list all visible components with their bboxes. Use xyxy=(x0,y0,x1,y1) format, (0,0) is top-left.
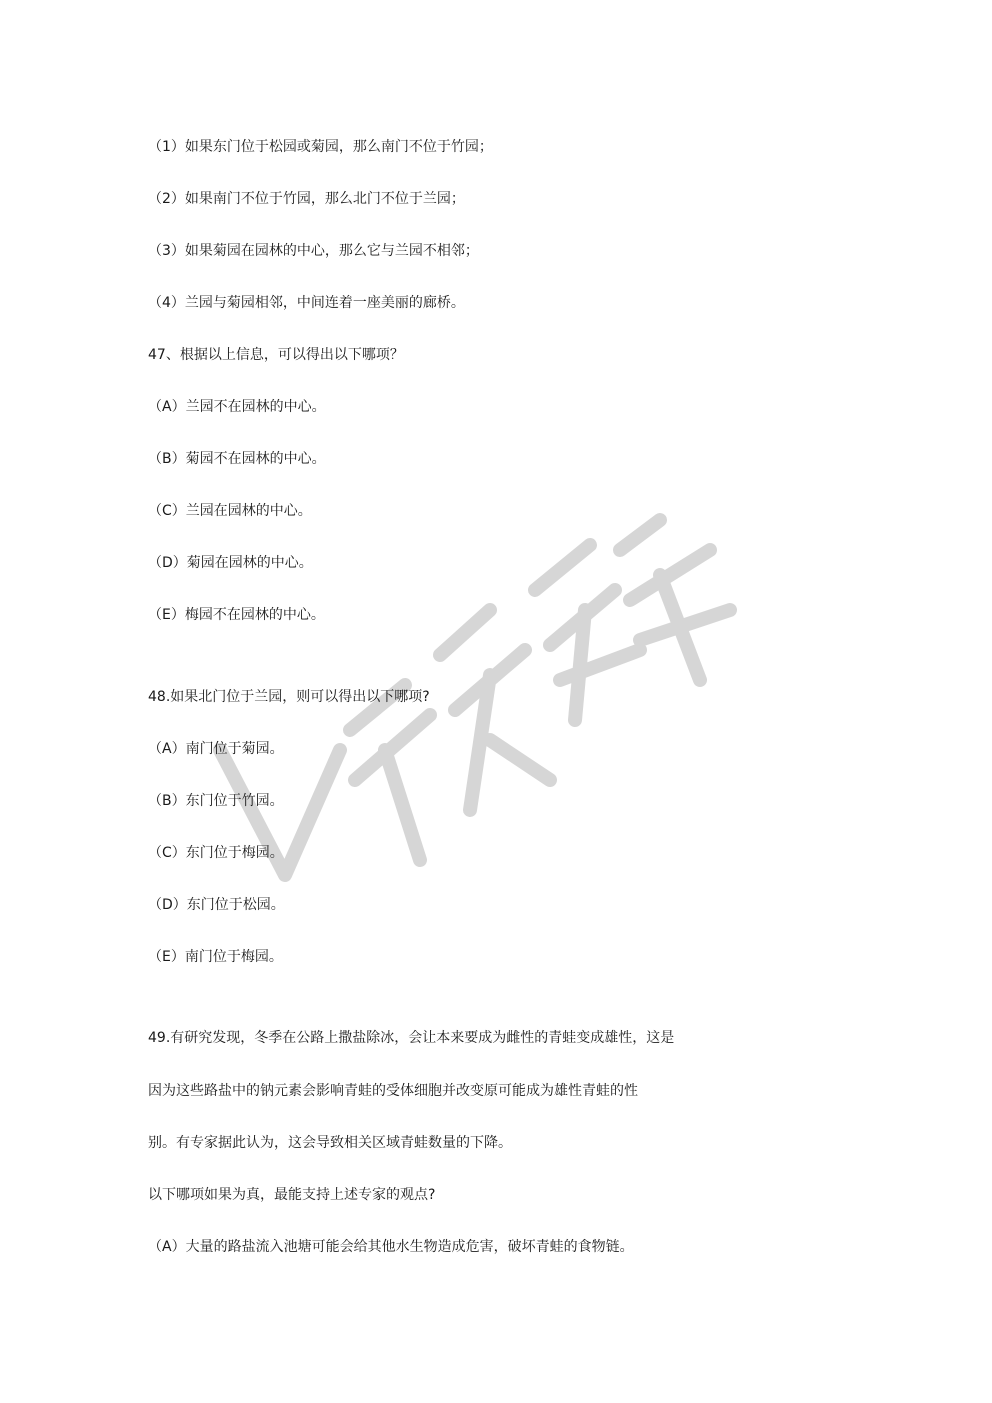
q49-stem-line-2: 因为这些路盐中的钠元素会影响青蛙的受体细胞并改变原可能成为雄性青蛙的性 xyxy=(148,1083,638,1099)
q48-option-e: （E）南门位于梅园。 xyxy=(148,949,283,965)
q49-option-a: （A）大量的路盐流入池塘可能会给其他水生物造成危害，破坏青蛙的食物链。 xyxy=(148,1239,634,1255)
q47-option-a: （A）兰园不在园林的中心。 xyxy=(148,399,326,415)
q48-option-a: （A）南门位于菊园。 xyxy=(148,741,284,757)
condition-3: （3）如果菊园在园林的中心，那么它与兰园不相邻； xyxy=(148,243,479,259)
q47-option-d: （D）菊园在园林的中心。 xyxy=(148,555,313,571)
condition-2: （2）如果南门不位于竹园，那么北门不位于兰园； xyxy=(148,191,465,207)
question-48: 48.如果北门位于兰园，则可以得出以下哪项? xyxy=(148,689,430,705)
q47-option-e: （E）梅园不在园林的中心。 xyxy=(148,607,325,623)
q48-option-d: （D）东门位于松园。 xyxy=(148,897,285,913)
q47-option-b: （B）菊园不在园林的中心。 xyxy=(148,451,326,467)
question-49: 以下哪项如果为真，最能支持上述专家的观点? xyxy=(148,1187,436,1203)
question-47: 47、根据以上信息，可以得出以下哪项？ xyxy=(148,347,404,363)
q49-stem-line-3: 别。有专家据此认为，这会导致相关区域青蛙数量的下降。 xyxy=(148,1135,512,1151)
q47-option-c: （C）兰园在园林的中心。 xyxy=(148,503,312,519)
q48-option-b: （B）东门位于竹园。 xyxy=(148,793,284,809)
q48-option-c: （C）东门位于梅园。 xyxy=(148,845,284,861)
q49-stem-line-1: 49.有研究发现，冬季在公路上撒盐除冰，会让本来要成为雌性的青蛙变成雄性，这是 xyxy=(148,1030,675,1046)
condition-4: （4）兰园与菊园相邻，中间连着一座美丽的廊桥。 xyxy=(148,295,465,311)
condition-1: （1）如果东门位于松园或菊园，那么南门不位于竹园； xyxy=(148,139,493,155)
